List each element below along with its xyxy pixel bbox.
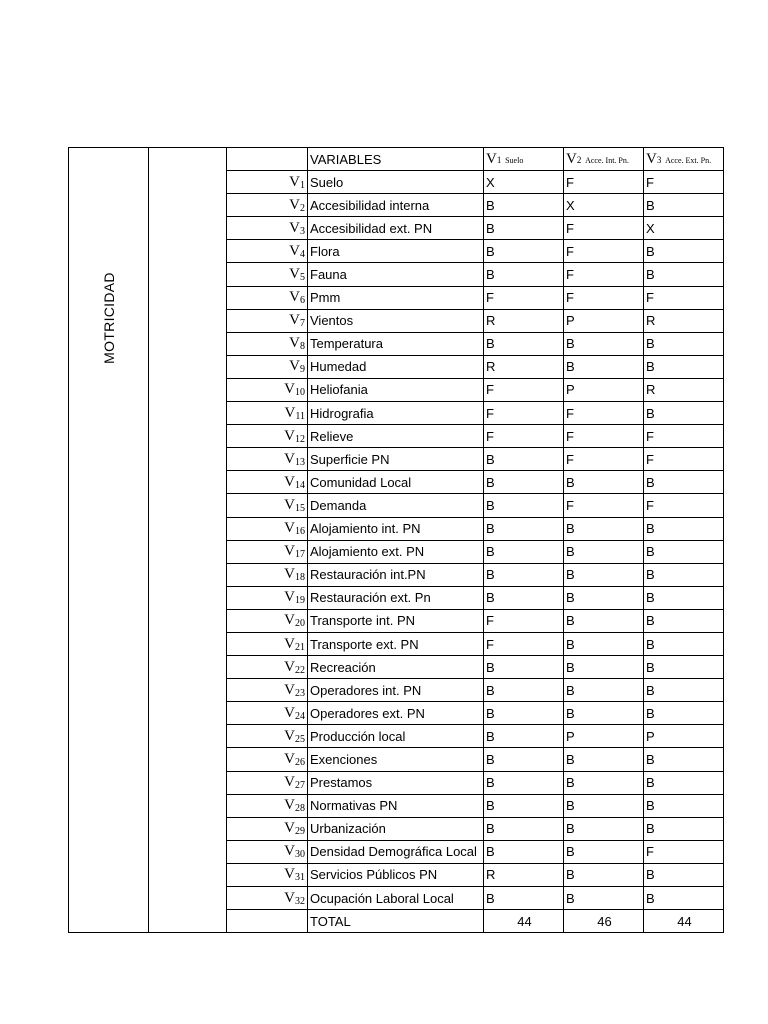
value-cell: F — [564, 263, 644, 286]
total-label: TOTAL — [308, 910, 484, 933]
variable-code-number: 11 — [295, 410, 305, 422]
header-code-cell — [227, 148, 308, 171]
value-cell: F — [564, 448, 644, 471]
value-cell: F — [484, 378, 564, 401]
variable-code-symbol: V — [284, 704, 295, 721]
variable-code-symbol: V — [289, 196, 300, 213]
variable-code-number: 14 — [295, 479, 305, 491]
variable-code — [227, 840, 308, 863]
variable-name: Exenciones — [308, 748, 484, 771]
value-cell: F — [484, 425, 564, 448]
value-cell: B — [644, 194, 724, 217]
variable-code — [227, 309, 308, 332]
value-cell: F — [564, 240, 644, 263]
variable-code-symbol: V — [289, 335, 300, 352]
value-cell: F — [644, 448, 724, 471]
header-col-3 — [644, 148, 724, 171]
value-cell: B — [644, 656, 724, 679]
variable-name: Temperatura — [308, 332, 484, 355]
value-cell: F — [484, 402, 564, 425]
value-cell: B — [484, 586, 564, 609]
variable-name: Producción local — [308, 725, 484, 748]
value-cell: B — [644, 402, 724, 425]
variable-code — [227, 817, 308, 840]
value-cell: F — [564, 425, 644, 448]
value-cell: B — [644, 609, 724, 632]
variable-name: Accesibilidad ext. PN — [308, 217, 484, 240]
total-value: 44 — [484, 910, 564, 933]
value-cell: B — [644, 863, 724, 886]
header-col-number: 3 — [656, 154, 662, 165]
variable-code-number: 15 — [295, 502, 305, 514]
value-cell: B — [484, 194, 564, 217]
variable-name: Heliofania — [308, 378, 484, 401]
variable-name: Relieve — [308, 425, 484, 448]
value-cell: B — [484, 217, 564, 240]
table-body — [69, 148, 724, 933]
value-cell: B — [484, 563, 564, 586]
variable-code-number: 13 — [295, 456, 305, 468]
variable-name: Vientos — [308, 309, 484, 332]
variable-code — [227, 725, 308, 748]
variable-code — [227, 632, 308, 655]
value-cell: B — [564, 609, 644, 632]
value-cell: B — [644, 263, 724, 286]
value-cell: B — [484, 748, 564, 771]
variable-code — [227, 748, 308, 771]
variable-name: Prestamos — [308, 771, 484, 794]
value-cell: B — [484, 887, 564, 910]
variable-code-symbol: V — [284, 566, 295, 583]
variable-name: Operadores ext. PN — [308, 702, 484, 725]
variable-code-number: 22 — [295, 664, 305, 676]
variable-name: Servicios Públicos PN — [308, 863, 484, 886]
value-cell: P — [564, 378, 644, 401]
value-cell: F — [644, 286, 724, 309]
variable-name: Fauna — [308, 263, 484, 286]
value-cell: B — [564, 794, 644, 817]
value-cell: B — [564, 679, 644, 702]
value-cell: B — [644, 702, 724, 725]
variable-code-number: 19 — [295, 595, 305, 607]
value-cell: P — [644, 725, 724, 748]
variable-name: Urbanización — [308, 817, 484, 840]
variable-code-symbol: V — [289, 219, 300, 236]
variable-code-number: 28 — [295, 803, 305, 815]
variable-code-symbol: V — [284, 635, 295, 652]
value-cell: B — [564, 748, 644, 771]
variable-code-number: 12 — [295, 433, 305, 445]
variable-code-symbol: V — [284, 750, 295, 767]
value-cell: P — [564, 725, 644, 748]
value-cell: B — [564, 840, 644, 863]
variable-code-number: 3 — [300, 225, 305, 237]
value-cell: B — [644, 586, 724, 609]
variable-code — [227, 863, 308, 886]
value-cell: B — [564, 471, 644, 494]
value-cell: B — [644, 563, 724, 586]
variable-code-number: 29 — [295, 826, 305, 838]
value-cell: B — [644, 817, 724, 840]
blank-cell — [149, 148, 227, 933]
variable-code-symbol: V — [289, 312, 300, 329]
header-col-note: Acce. Int. Pn. — [585, 155, 629, 165]
value-cell: B — [564, 517, 644, 540]
variable-name: Normativas PN — [308, 794, 484, 817]
variable-code — [227, 355, 308, 378]
variable-code — [227, 702, 308, 725]
variable-code-symbol: V — [284, 520, 295, 537]
variable-code-number: 25 — [295, 733, 305, 745]
value-cell: B — [644, 355, 724, 378]
variable-code — [227, 471, 308, 494]
variable-code — [227, 586, 308, 609]
side-label: MOTRICIDAD — [100, 272, 117, 364]
header-col-symbol: V — [486, 150, 497, 167]
value-cell: X — [564, 194, 644, 217]
value-cell: R — [484, 355, 564, 378]
value-cell: B — [564, 702, 644, 725]
value-cell: B — [564, 887, 644, 910]
variable-code — [227, 771, 308, 794]
variable-name: Restauración ext. Pn — [308, 586, 484, 609]
value-cell: B — [644, 240, 724, 263]
value-cell: F — [484, 609, 564, 632]
variable-name: Recreación — [308, 656, 484, 679]
variable-name: Flora — [308, 240, 484, 263]
variable-code-number: 10 — [295, 387, 305, 399]
variable-code-symbol: V — [284, 889, 295, 906]
variable-name: Suelo — [308, 171, 484, 194]
value-cell: B — [484, 494, 564, 517]
value-cell: B — [484, 702, 564, 725]
value-cell: B — [484, 725, 564, 748]
total-code-cell — [227, 910, 308, 933]
variable-name: Hidrografia — [308, 402, 484, 425]
variable-code-number: 23 — [295, 687, 305, 699]
header-variables: VARIABLES — [308, 148, 484, 171]
variable-code — [227, 679, 308, 702]
header-col-number: 1 — [496, 154, 502, 165]
variable-code-symbol: V — [284, 797, 295, 814]
variable-code-symbol: V — [284, 681, 295, 698]
value-cell: F — [564, 402, 644, 425]
variable-code-number: 7 — [300, 318, 305, 330]
variable-code-symbol: V — [284, 543, 295, 560]
variable-code — [227, 332, 308, 355]
header-col-2 — [564, 148, 644, 171]
variable-code-symbol: V — [284, 866, 295, 883]
value-cell: B — [644, 332, 724, 355]
variable-code-symbol: V — [284, 589, 295, 606]
value-cell: B — [484, 817, 564, 840]
value-cell: F — [564, 286, 644, 309]
variable-code-number: 9 — [300, 364, 305, 376]
variable-code — [227, 263, 308, 286]
header-col-note: Acce. Ext. Pn. — [665, 155, 712, 165]
variable-code — [227, 609, 308, 632]
value-cell: B — [484, 771, 564, 794]
header-col-1 — [484, 148, 564, 171]
total-value: 46 — [564, 910, 644, 933]
variable-code-symbol: V — [284, 727, 295, 744]
variable-code-number: 16 — [295, 526, 305, 538]
value-cell: X — [644, 217, 724, 240]
variable-name: Operadores int. PN — [308, 679, 484, 702]
variable-code-symbol: V — [284, 404, 296, 421]
value-cell: B — [564, 355, 644, 378]
value-cell: B — [484, 794, 564, 817]
variable-code — [227, 194, 308, 217]
header-col-number: 2 — [576, 154, 582, 165]
variable-name: Restauración int.PN — [308, 563, 484, 586]
header-col-symbol: V — [566, 150, 577, 167]
variable-name: Superficie PN — [308, 448, 484, 471]
value-cell: F — [484, 632, 564, 655]
variable-code-number: 21 — [295, 641, 305, 653]
variable-code — [227, 887, 308, 910]
variable-code-symbol: V — [289, 358, 300, 375]
value-cell: B — [644, 679, 724, 702]
variable-code — [227, 378, 308, 401]
variable-name: Accesibilidad interna — [308, 194, 484, 217]
value-cell: B — [564, 656, 644, 679]
value-cell: B — [564, 771, 644, 794]
value-cell: B — [484, 656, 564, 679]
variable-code-number: 4 — [300, 248, 305, 260]
variable-code — [227, 494, 308, 517]
variable-code-number: 8 — [300, 341, 305, 353]
value-cell: B — [484, 448, 564, 471]
variable-code-number: 1 — [300, 179, 305, 191]
header-col-note: Suelo — [505, 155, 524, 165]
motricidad-table — [68, 147, 724, 933]
value-cell: F — [644, 171, 724, 194]
variable-code-symbol: V — [284, 450, 295, 467]
value-cell: B — [564, 563, 644, 586]
value-cell: B — [564, 817, 644, 840]
variable-code — [227, 425, 308, 448]
variable-code-number: 31 — [295, 872, 305, 884]
variable-name: Demanda — [308, 494, 484, 517]
value-cell: B — [644, 794, 724, 817]
variable-code — [227, 656, 308, 679]
variable-code-number: 17 — [295, 549, 305, 561]
value-cell: B — [564, 540, 644, 563]
value-cell: F — [644, 840, 724, 863]
value-cell: F — [564, 217, 644, 240]
variable-code — [227, 402, 308, 425]
variable-code-number: 32 — [295, 895, 305, 907]
variable-name: Transporte ext. PN — [308, 632, 484, 655]
variable-code — [227, 286, 308, 309]
value-cell: B — [644, 771, 724, 794]
value-cell: B — [484, 517, 564, 540]
variable-name: Alojamiento int. PN — [308, 517, 484, 540]
value-cell: B — [564, 586, 644, 609]
value-cell: B — [564, 863, 644, 886]
variable-code-symbol: V — [284, 774, 295, 791]
value-cell: B — [564, 332, 644, 355]
variable-code-symbol: V — [284, 612, 295, 629]
variable-code-number: 27 — [295, 780, 305, 792]
variable-name: Comunidad Local — [308, 471, 484, 494]
value-cell: B — [484, 263, 564, 286]
value-cell: B — [644, 517, 724, 540]
variable-code-number: 24 — [295, 710, 305, 722]
value-cell: B — [484, 679, 564, 702]
value-cell: F — [644, 425, 724, 448]
value-cell: B — [564, 632, 644, 655]
variable-name: Humedad — [308, 355, 484, 378]
variable-code-symbol: V — [284, 658, 295, 675]
value-cell: P — [564, 309, 644, 332]
side-cell — [69, 148, 149, 933]
variable-name: Ocupación Laboral Local — [308, 887, 484, 910]
value-cell: B — [484, 840, 564, 863]
value-cell: R — [484, 863, 564, 886]
variable-code — [227, 540, 308, 563]
value-cell: F — [564, 494, 644, 517]
variable-code-number: 26 — [295, 756, 305, 768]
variable-code-symbol: V — [289, 289, 300, 306]
variable-name: Densidad Demográfica Local — [308, 840, 484, 863]
variable-code — [227, 448, 308, 471]
value-cell: B — [644, 471, 724, 494]
header-row — [69, 148, 724, 171]
variable-code — [227, 171, 308, 194]
value-cell: B — [644, 887, 724, 910]
value-cell: F — [564, 171, 644, 194]
variable-code-number: 2 — [300, 202, 305, 214]
variable-code-number: 30 — [295, 849, 305, 861]
value-cell: B — [644, 540, 724, 563]
value-cell: B — [644, 748, 724, 771]
variable-code-symbol: V — [284, 381, 295, 398]
variable-code — [227, 240, 308, 263]
variable-code-symbol: V — [289, 173, 300, 190]
value-cell: F — [644, 494, 724, 517]
value-cell: F — [484, 286, 564, 309]
variable-name: Transporte int. PN — [308, 609, 484, 632]
variable-code-symbol: V — [289, 242, 300, 259]
value-cell: R — [484, 309, 564, 332]
variable-code-symbol: V — [289, 266, 300, 283]
variable-code-number: 5 — [300, 272, 305, 284]
variable-code-symbol: V — [284, 496, 295, 513]
value-cell: B — [484, 471, 564, 494]
total-value: 44 — [644, 910, 724, 933]
variable-code-number: 18 — [295, 572, 305, 584]
value-cell: B — [484, 332, 564, 355]
variable-code-number: 20 — [295, 618, 305, 630]
variable-code — [227, 794, 308, 817]
variable-code — [227, 217, 308, 240]
value-cell: B — [484, 240, 564, 263]
value-cell: R — [644, 378, 724, 401]
variable-code-symbol: V — [284, 843, 295, 860]
header-col-symbol: V — [646, 150, 657, 167]
value-cell: X — [484, 171, 564, 194]
value-cell: B — [484, 540, 564, 563]
variable-code-number: 6 — [300, 295, 305, 307]
variable-code-symbol: V — [284, 473, 295, 490]
variable-name: Pmm — [308, 286, 484, 309]
variable-code — [227, 517, 308, 540]
variable-code — [227, 563, 308, 586]
variable-code-symbol: V — [284, 820, 295, 837]
variable-name: Alojamiento ext. PN — [308, 540, 484, 563]
value-cell: R — [644, 309, 724, 332]
variable-code-symbol: V — [284, 427, 295, 444]
value-cell: B — [644, 632, 724, 655]
